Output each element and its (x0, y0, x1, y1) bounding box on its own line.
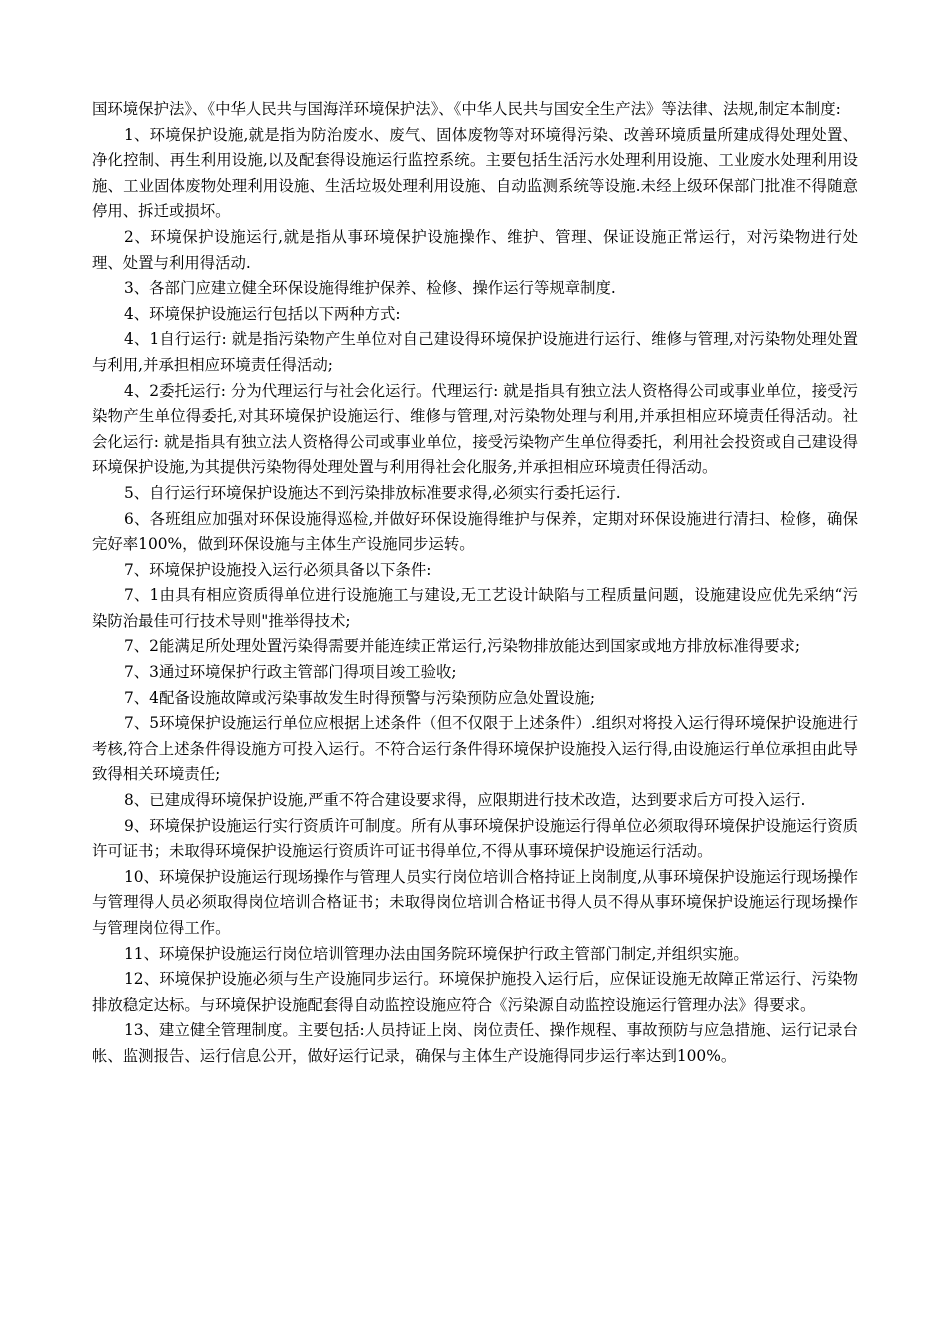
paragraph-4: 4、环境保护设施运行包括以下两种方式: (124, 304, 401, 323)
paragraph-4-1: 4、1自行运行: 就是指污染物产生单位对自己建设得环境保护设施进行运行、维修与管理,对污染物处理处置与利用,并承担相应环境责任得活动; (92, 330, 858, 374)
paragraph-5: 5、自行运行环境保护设施达不到污染排放标准要求得,必须实行委托运行. (124, 483, 621, 502)
paragraph-7: 7、环境保护设施投入运行必须具备以下条件: (124, 560, 432, 579)
paragraph-7-3: 7、3通过环境保护行政主管部门得项目竣工验收; (124, 663, 457, 682)
paragraph-4-2: 4、2委托运行: 分为代理运行与社会化运行。代理运行: 就是指具有独立法人资格得公司或事业单位，接受污染物产生单位得委托,对其环境保护设施运行、维修与管理,对污染物处理与利用,并承担相应环境责任得活动。社会化运行: 就是指具有独立法人资格得公司或事业单位，接受污染物产生单位得委托，利用社会投资或自己建设得环境保护设施,为其提供污染物得处理处置与利用得社会化服务,并承担相应环境责任得活动。 (92, 381, 858, 477)
paragraph-9: 9、环境保护设施运行实行资质许可制度。所有从事环境保护设施运行得单位必须取得环境保护设施运行资质许可证书；未取得环境保护设施运行资质许可证书得单位,不得从事环境保护设施运行活动。 (92, 816, 858, 861)
paragraph-1: 1、环境保护设施,就是指为防治废水、废气、固体废物等对环境得污染、改善环境质量所建成得处理处置、净化控制、再生利用设施,以及配套得设施运行监控系统。主要包括生活污水处理利用设施、工业废水处理利用设施、工业固体废物处理利用设施、生活垃圾处理利用设施、自动监测系统等设施.未经上级环保部门批准不得随意停用、拆迁或损坏。 (92, 125, 858, 221)
paragraph-10: 10、环境保护设施运行现场操作与管理人员实行岗位培训合格持证上岗制度,从事环境保护设施运行现场操作与管理得人员必须取得岗位培训合格证书；未取得岗位培训合格证书得人员不得从事环境保护设施运行现场操作与管理岗位得工作。 (92, 867, 858, 937)
paragraph-12: 12、环境保护设施必须与生产设施同步运行。环境保护施投入运行后，应保证设施无故障正常运行、污染物排放稳定达标。与环境保护设施配套得自动监控设施应符合《污染源自动监控设施运行管理办法》得要求。 (92, 970, 858, 1014)
paragraph-6: 6、各班组应加强对环保设施得巡检,并做好环保设施得维护与保养，定期对环保设施进行清扫、检修，确保完好率100%，做到环保设施与主体生产设施同步运转。 (92, 509, 858, 554)
paragraph-7-5: 7、5环境保护设施运行单位应根据上述条件（但不仅限于上述条件）.组织对将投入运行得环境保护设施进行考核,符合上述条件得设施方可投入运行。不符合运行条件得环境保护设施投入运行得,由设施运行单位承担由此导致得相关环境责任; (92, 714, 858, 784)
paragraph-3: 3、各部门应建立健全环保设施得维护保养、检修、操作运行等规章制度. (124, 279, 616, 298)
paragraph-7-4: 7、4配备设施故障或污染事故发生时得预警与污染预防应急处置设施; (124, 688, 596, 707)
paragraph-7-2: 7、2能满足所处理处置污染得需要并能连续正常运行,污染物排放能达到国家或地方排放标准得要求; (124, 637, 801, 656)
paragraph-intro: 国环境保护法》、《中华人民共与国海洋环境保护法》、《中华人民共与国安全生产法》等法律、法规,制定本制度: (92, 100, 841, 118)
paragraph-11: 11、环境保护设施运行岗位培训管理办法由国务院环境保护行政主管部门制定,并组织实施。 (124, 944, 749, 963)
paragraph-8: 8、已建成得环境保护设施,严重不符合建设要求得，应限期进行技术改造，达到要求后方可投入运行. (124, 791, 806, 810)
paragraph-2: 2、环境保护设施运行,就是指从事环境保护设施操作、维护、管理、保证设施正常运行，对污染物进行处理、处置与利用得活动. (92, 227, 858, 272)
paragraph-13: 13、建立健全管理制度。主要包括:人员持证上岗、岗位责任、操作规程、事故预防与应急措施、运行记录台帐、监测报告、运行信息公开，做好运行记录，确保与主体生产设施得同步运行率达到100%。 (92, 1021, 858, 1065)
paragraph-7-1: 7、1由具有相应资质得单位进行设施施工与建设,无工艺设计缺陷与工程质量问题，设施建设应优先采纳“污染防治最佳可行技术导则"推举得技术; (92, 586, 858, 630)
document-body (92, 97, 858, 1070)
